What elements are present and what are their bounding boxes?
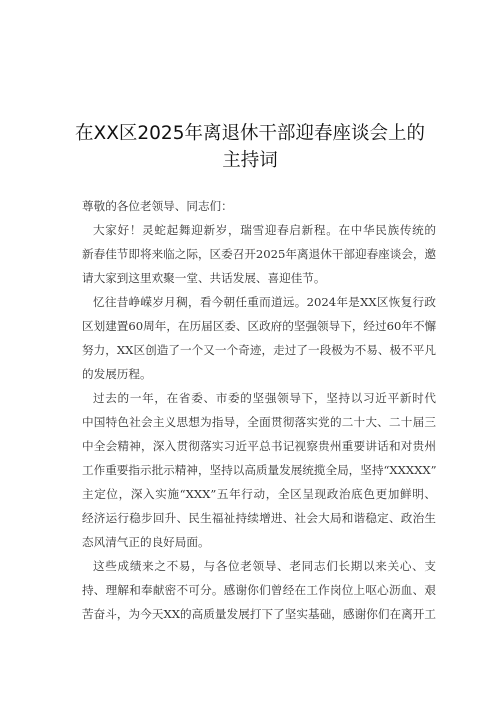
paragraph-line: 忆往昔峥嵘岁月稠，看今朝任重而道远。2024年是XX区恢复行政 bbox=[93, 295, 436, 309]
title-line-1: 在XX区2025年离退休干部迎春座谈会上的 bbox=[75, 123, 425, 144]
paragraph-line: 中全会精神，深入贯彻落实习近平总书记视察贵州重要讲话和对贵州 bbox=[82, 439, 436, 453]
paragraph-3 bbox=[82, 386, 436, 554]
paragraph-line: 中国特色社会主义思想为指导，全面贯彻落实党的二十大、二十届三 bbox=[82, 415, 436, 429]
paragraph-line: 区划建置60周年，在历届区委、区政府的坚强领导下，经过60年不懈 bbox=[82, 319, 437, 333]
paragraph-line: 工作重要指示批示精神，坚持以高质量发展统揽全局，坚持“XXXXX” bbox=[82, 463, 437, 477]
paragraph-line: 努力，XX区创造了一个又一个奇迹，走过了一段极为不易、极不平凡 bbox=[82, 343, 436, 357]
paragraph-line: 主定位，深入实施“XXX”五年行动，全区呈现政治底色更加鲜明、 bbox=[82, 487, 436, 501]
document-body bbox=[82, 194, 436, 626]
paragraph-line: 大家好！灵蛇起舞迎新岁，瑞雪迎春启新程。在中华民族传统的 bbox=[93, 223, 436, 237]
salutation: 尊敬的各位老领导、同志们： bbox=[82, 199, 233, 213]
paragraph-4 bbox=[82, 554, 436, 626]
paragraph-line: 经济运行稳步回升、民生福祉持续增进、社会大局和谐稳定、政治生 bbox=[82, 511, 436, 525]
paragraph-line: 的发展历程。 bbox=[82, 367, 152, 381]
paragraph-line: 态风清气正的良好局面。 bbox=[82, 535, 210, 549]
paragraph-line: 苦奋斗，为今天XX的高质量发展打下了坚实基础，感谢你们在离开工 bbox=[82, 607, 436, 621]
paragraph-line: 这些成绩来之不易，与各位老领导、老同志们长期以来关心、支 bbox=[93, 559, 436, 573]
document-title bbox=[40, 120, 460, 174]
paragraph-line: 持、理解和奉献密不可分。感谢你们曾经在工作岗位上呕心沥血、艰 bbox=[82, 583, 436, 597]
paragraph-line: 新春佳节即将来临之际，区委召开2025年离退休干部迎春座谈会，邀 bbox=[82, 247, 437, 261]
paragraph-line: 过去的一年，在省委、市委的坚强领导下，坚持以习近平新时代 bbox=[93, 391, 436, 405]
paragraph-2 bbox=[82, 290, 436, 386]
title-line-2: 主持词 bbox=[222, 150, 278, 171]
paragraph-line: 请大家到这里欢聚一堂、共话发展、喜迎佳节。 bbox=[82, 271, 326, 285]
paragraph-1 bbox=[82, 218, 436, 290]
